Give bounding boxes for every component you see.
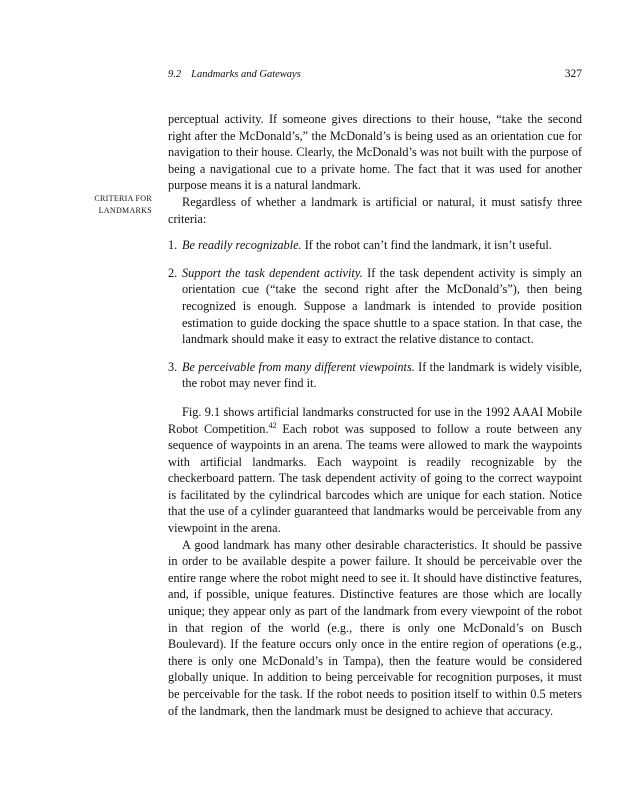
margin-note-line1: CRITERIA FOR [94, 194, 152, 203]
body-text [168, 111, 582, 719]
section-number: 9.2 [168, 69, 182, 80]
paragraph-1: perceptual activity. If someone gives directions to their house, “take the second right after the McDonald’s,” the McDonald’s is being used as an orientation cue for navigation to their house. Clearly, the McDonald’s was not built with the purpose of being a navigational cue to a private home. The fact that it was used for another purpose means it is a natural landmark. [168, 112, 582, 193]
criteria-list [168, 237, 582, 392]
criteria-item-text [182, 265, 582, 348]
criteria-item-term: Be readily recognizable. [182, 238, 302, 253]
criteria-item-1 [168, 237, 582, 254]
criteria-item-number: 2. [168, 265, 178, 280]
margin-note [80, 193, 152, 217]
paragraph-3-text-a: Fig. 9.1 shows artificial landmarks constructed for use in the 1992 AAAI Mobile Robot Competition. [168, 404, 582, 436]
paragraph-3-text-b: Each robot was supposed to follow a route between any sequence of waypoints in an arena. The teams were allowed to mark the waypoints with artificial landmarks. Each waypoint is readily recognizable by the checkerboard pattern. The task dependent activity of going to the correct waypoint is facilitated by the cylindrical barcodes which are unique for each station. Notice that the use of a cylinder guaranteed that landmarks would be perceivable from any viewpoint in the arena. [168, 421, 582, 536]
criteria-item-text [182, 237, 582, 254]
paragraph-3 [168, 404, 582, 537]
paragraph-4: A good landmark has many other desirable characteristics. It should be passive in order to be available despite a power failure. It should be perceivable over the entire range where the robot might need to see it. It should have distinctive features, and, if possible, unique features. Distinctive features are those which are locally unique; they appear only as part of the landmark from every viewpoint of the robot in that region of the world (e.g., there is only one McDonald’s on Busch Boulevard). If the feature occurs only once in the entire region of operations (e.g., there is only one McDonald’s in Tampa), then the feature would be considered globally unique. In addition to being perceivable for recognition purposes, it must be perceivable for the task. If the robot needs to position itself to within 0.5 meters of the landmark, then the landmark must be designed to achieve that accuracy. [168, 537, 582, 718]
criteria-item-term: Be perceivable from many different viewpoints. [182, 359, 415, 374]
footnote-marker: 42 [268, 420, 277, 430]
running-header [168, 68, 582, 86]
criteria-item-2 [168, 265, 582, 348]
section-title: Landmarks and Gateways [191, 69, 301, 80]
margin-note-line2: LANDMARKS [98, 206, 152, 215]
criteria-item-description: If the robot can’t find the landmark, it isn’t useful. [301, 238, 552, 253]
criteria-item-number: 1. [168, 238, 178, 253]
running-header-section [168, 69, 301, 80]
criteria-item-number: 3. [168, 359, 178, 374]
paragraph-2: Regardless of whether a landmark is artificial or natural, it must satisfy three criteria: [168, 194, 582, 226]
criteria-item-description: If the landmark is widely visible, the robot may never find it. [182, 359, 582, 391]
criteria-item-term: Support the task dependent activity. [182, 265, 363, 280]
criteria-item-3 [168, 359, 582, 392]
criteria-item-text [182, 359, 582, 392]
criteria-item-description: If the task dependent activity is simply an orientation cue (“take the second right after the McDonald’s”), then being recognized is enough. Suppose a landmark is intended to provide position estimation to guide docking the space shuttle to a space station. In that case, the landmark should make it easy to extract the relative distance to contact. [182, 265, 582, 347]
page-number: 327 [564, 68, 582, 80]
